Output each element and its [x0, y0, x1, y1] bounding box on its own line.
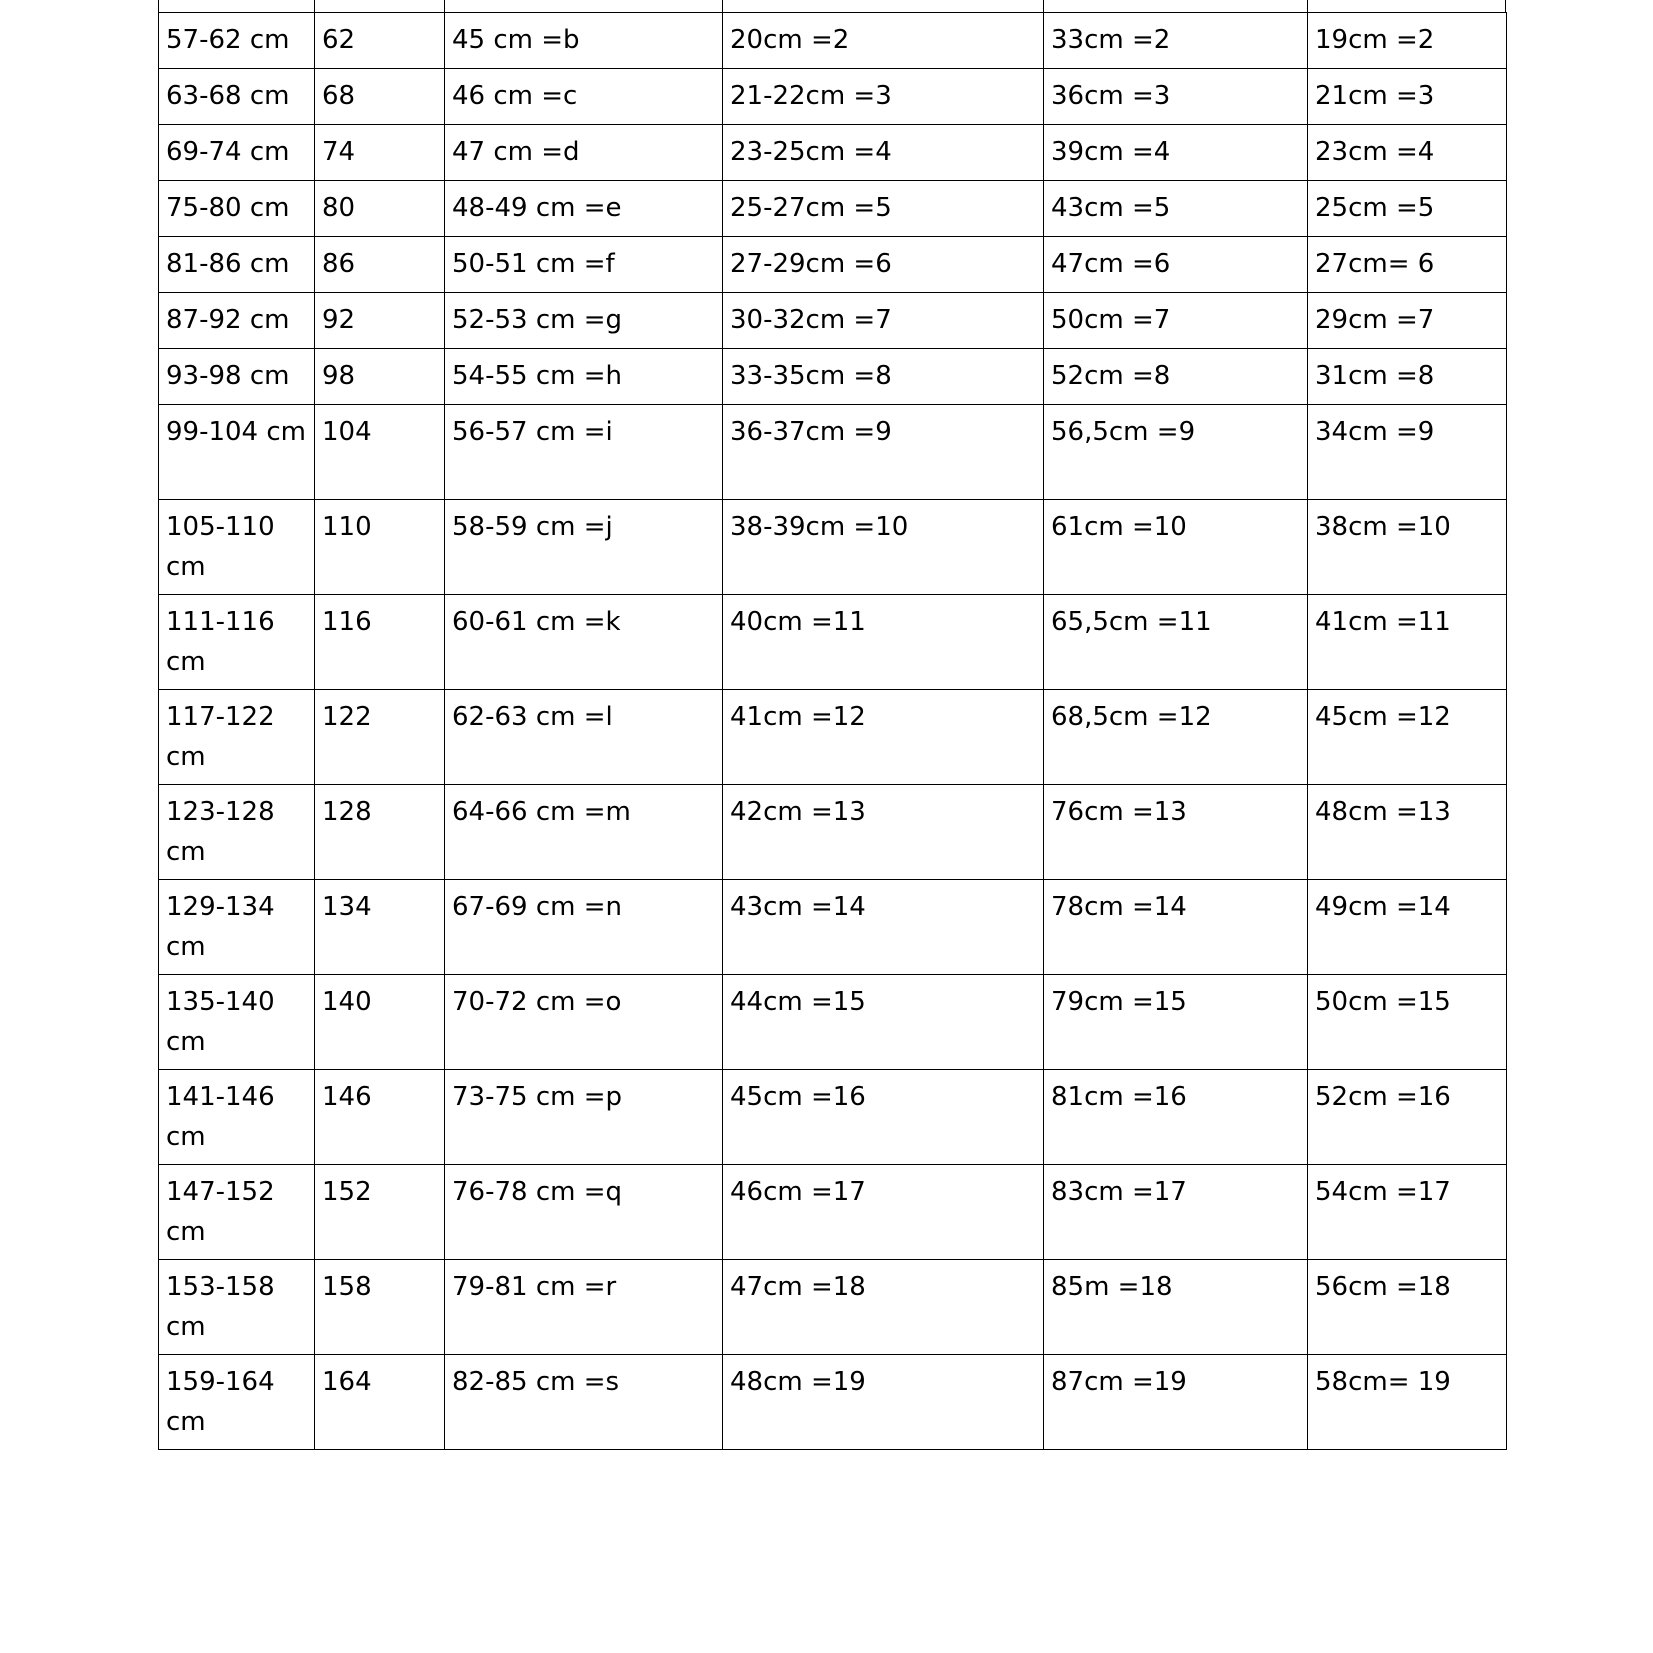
measure-3-cell: 87cm =19 [1044, 1355, 1308, 1450]
measure-2-cell: 41cm =12 [723, 690, 1044, 785]
table-cell-edge [722, 0, 1043, 12]
measure-2-cell: 38-39cm =10 [723, 500, 1044, 595]
measure-4-cell: 38cm =10 [1308, 500, 1507, 595]
measure-4-cell: 54cm =17 [1308, 1165, 1507, 1260]
size-cell: 122 [315, 690, 445, 785]
measure-3-cell: 81cm =16 [1044, 1070, 1308, 1165]
measure-3-cell: 65,5cm =11 [1044, 595, 1308, 690]
table-cell-edge [158, 0, 314, 12]
measure-letter-cell: 45 cm =b [445, 13, 723, 69]
measure-2-cell: 30-32cm =7 [723, 293, 1044, 349]
size-cell: 134 [315, 880, 445, 975]
measure-letter-cell: 50-51 cm =f [445, 237, 723, 293]
size-cell: 68 [315, 69, 445, 125]
table-cell-edge [444, 0, 722, 12]
measure-3-cell: 50cm =7 [1044, 293, 1308, 349]
measure-3-cell: 33cm =2 [1044, 13, 1308, 69]
measure-3-cell: 68,5cm =12 [1044, 690, 1308, 785]
measure-letter-cell: 47 cm =d [445, 125, 723, 181]
measure-letter-cell: 52-53 cm =g [445, 293, 723, 349]
size-cell: 116 [315, 595, 445, 690]
height-range-cell: 57-62 cm [159, 13, 315, 69]
measure-2-cell: 40cm =11 [723, 595, 1044, 690]
measure-4-cell: 56cm =18 [1308, 1260, 1507, 1355]
measure-2-cell: 27-29cm =6 [723, 237, 1044, 293]
measure-2-cell: 20cm =2 [723, 13, 1044, 69]
measure-4-cell: 48cm =13 [1308, 785, 1507, 880]
height-range-cell: 69-74 cm [159, 125, 315, 181]
measure-3-cell: 78cm =14 [1044, 880, 1308, 975]
height-range-cell: 81-86 cm [159, 237, 315, 293]
height-range-cell: 87-92 cm [159, 293, 315, 349]
measure-4-cell: 41cm =11 [1308, 595, 1507, 690]
measure-4-cell: 34cm =9 [1308, 405, 1507, 500]
measure-3-cell: 61cm =10 [1044, 500, 1308, 595]
measure-3-cell: 36cm =3 [1044, 69, 1308, 125]
measure-3-cell: 56,5cm =9 [1044, 405, 1308, 500]
measure-3-cell: 83cm =17 [1044, 1165, 1308, 1260]
measure-4-cell: 21cm =3 [1308, 69, 1507, 125]
measure-4-cell: 25cm =5 [1308, 181, 1507, 237]
measure-letter-cell: 79-81 cm =r [445, 1260, 723, 1355]
measure-4-cell: 50cm =15 [1308, 975, 1507, 1070]
table-row [159, 975, 1507, 1070]
measure-2-cell: 45cm =16 [723, 1070, 1044, 1165]
table-cell-edge [1307, 0, 1506, 12]
size-cell: 92 [315, 293, 445, 349]
measure-4-cell: 58cm= 19 [1308, 1355, 1507, 1450]
measure-2-cell: 33-35cm =8 [723, 349, 1044, 405]
size-cell: 110 [315, 500, 445, 595]
measure-3-cell: 39cm =4 [1044, 125, 1308, 181]
height-range-cell: 93-98 cm [159, 349, 315, 405]
table-row [159, 405, 1507, 500]
measure-3-cell: 52cm =8 [1044, 349, 1308, 405]
height-range-cell: 111-116 cm [159, 595, 315, 690]
size-cell: 164 [315, 1355, 445, 1450]
height-range-cell: 147-152 cm [159, 1165, 315, 1260]
measure-letter-cell: 67-69 cm =n [445, 880, 723, 975]
measure-2-cell: 36-37cm =9 [723, 405, 1044, 500]
measure-2-cell: 48cm =19 [723, 1355, 1044, 1450]
height-range-cell: 129-134 cm [159, 880, 315, 975]
table-cell-edge [1043, 0, 1307, 12]
size-cell: 86 [315, 237, 445, 293]
measure-letter-cell: 60-61 cm =k [445, 595, 723, 690]
size-cell: 80 [315, 181, 445, 237]
table-row [159, 69, 1507, 125]
measure-letter-cell: 54-55 cm =h [445, 349, 723, 405]
measure-2-cell: 42cm =13 [723, 785, 1044, 880]
measure-4-cell: 31cm =8 [1308, 349, 1507, 405]
size-cell: 158 [315, 1260, 445, 1355]
measure-letter-cell: 46 cm =c [445, 69, 723, 125]
measure-2-cell: 44cm =15 [723, 975, 1044, 1070]
height-range-cell: 135-140 cm [159, 975, 315, 1070]
size-cell: 128 [315, 785, 445, 880]
table-row [159, 1260, 1507, 1355]
measure-2-cell: 43cm =14 [723, 880, 1044, 975]
size-conversion-table [158, 12, 1507, 1450]
table-row [159, 595, 1507, 690]
measure-3-cell: 79cm =15 [1044, 975, 1308, 1070]
measure-4-cell: 52cm =16 [1308, 1070, 1507, 1165]
measure-3-cell: 76cm =13 [1044, 785, 1308, 880]
measure-4-cell: 27cm= 6 [1308, 237, 1507, 293]
table-row [159, 237, 1507, 293]
measure-4-cell: 19cm =2 [1308, 13, 1507, 69]
size-cell: 140 [315, 975, 445, 1070]
size-cell: 74 [315, 125, 445, 181]
measure-4-cell: 29cm =7 [1308, 293, 1507, 349]
table-cell-edge [314, 0, 444, 12]
measure-3-cell: 85m =18 [1044, 1260, 1308, 1355]
size-cell: 98 [315, 349, 445, 405]
size-table-body [159, 13, 1507, 1450]
table-row [159, 690, 1507, 785]
measure-2-cell: 21-22cm =3 [723, 69, 1044, 125]
height-range-cell: 159-164 cm [159, 1355, 315, 1450]
measure-letter-cell: 56-57 cm =i [445, 405, 723, 500]
height-range-cell: 75-80 cm [159, 181, 315, 237]
height-range-cell: 141-146 cm [159, 1070, 315, 1165]
table-row [159, 125, 1507, 181]
measure-3-cell: 47cm =6 [1044, 237, 1308, 293]
table-top-cut-row [158, 0, 1506, 12]
measure-2-cell: 23-25cm =4 [723, 125, 1044, 181]
table-row [159, 1165, 1507, 1260]
measure-letter-cell: 73-75 cm =p [445, 1070, 723, 1165]
table-row [159, 785, 1507, 880]
table-row [159, 181, 1507, 237]
size-cell: 104 [315, 405, 445, 500]
table-row [159, 293, 1507, 349]
measure-letter-cell: 58-59 cm =j [445, 500, 723, 595]
height-range-cell: 63-68 cm [159, 69, 315, 125]
measure-4-cell: 23cm =4 [1308, 125, 1507, 181]
measure-letter-cell: 70-72 cm =o [445, 975, 723, 1070]
measure-letter-cell: 62-63 cm =l [445, 690, 723, 785]
table-row [159, 349, 1507, 405]
measure-letter-cell: 64-66 cm =m [445, 785, 723, 880]
measure-2-cell: 47cm =18 [723, 1260, 1044, 1355]
height-range-cell: 117-122 cm [159, 690, 315, 785]
measure-2-cell: 25-27cm =5 [723, 181, 1044, 237]
table-row [159, 880, 1507, 975]
height-range-cell: 99-104 cm [159, 405, 315, 500]
size-cell: 146 [315, 1070, 445, 1165]
size-cell: 62 [315, 13, 445, 69]
table-row [159, 1355, 1507, 1450]
measure-letter-cell: 82-85 cm =s [445, 1355, 723, 1450]
table-row [159, 500, 1507, 595]
measure-3-cell: 43cm =5 [1044, 181, 1308, 237]
measure-4-cell: 45cm =12 [1308, 690, 1507, 785]
height-range-cell: 153-158 cm [159, 1260, 315, 1355]
measure-4-cell: 49cm =14 [1308, 880, 1507, 975]
height-range-cell: 105-110 cm [159, 500, 315, 595]
table-row [159, 13, 1507, 69]
measure-2-cell: 46cm =17 [723, 1165, 1044, 1260]
measure-letter-cell: 48-49 cm =e [445, 181, 723, 237]
height-range-cell: 123-128 cm [159, 785, 315, 880]
measure-letter-cell: 76-78 cm =q [445, 1165, 723, 1260]
table-row [159, 1070, 1507, 1165]
size-cell: 152 [315, 1165, 445, 1260]
